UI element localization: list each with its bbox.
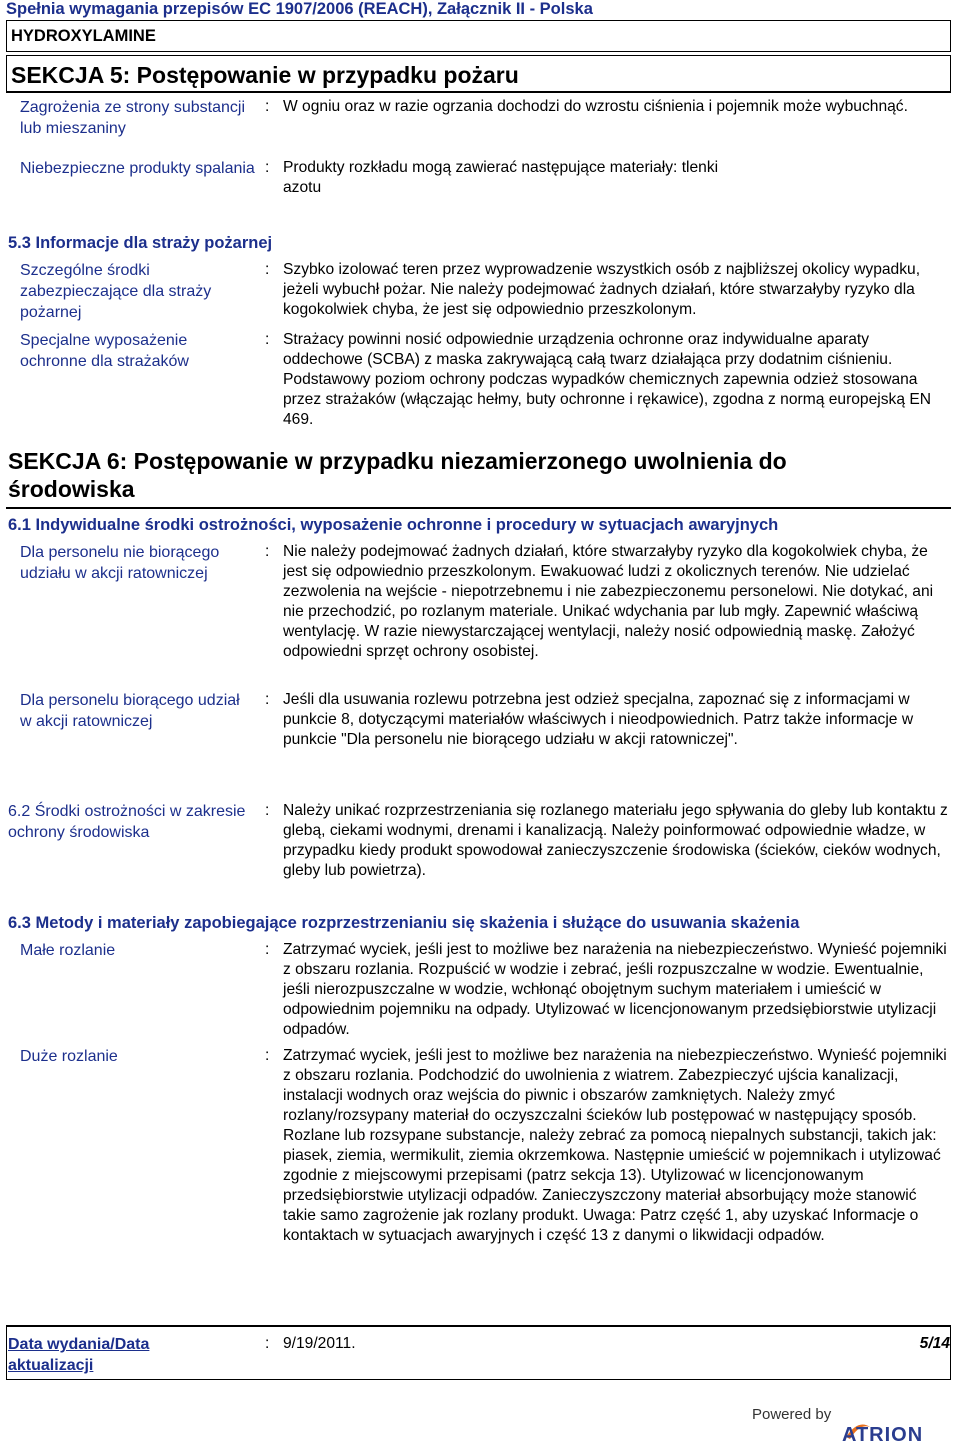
section-6-divider <box>6 507 951 509</box>
emergency-responders-label: Dla personelu biorącego udział w akcji ratowniczej <box>20 692 240 730</box>
section-6-title: SEKCJA 6: Postępowanie w przypadku niezamierzonego uwolnienia do środowiska <box>8 448 787 502</box>
subsection-5-3-heading: 5.3 Informacje dla straży pożarnej <box>8 234 273 252</box>
large-spill-label: Duże rozlanie <box>20 1048 118 1065</box>
firefighter-equipment-text: Strażacy powinni nosić odpowiednie urządzenia ochronne oraz indywidualne aparaty oddechowe (SCBA) z maska zakrywającą całą twarz działająca przy dodatnim ciśnieniu. Podstawowy poziom ochrony podczas wypadków chemicznych zapewnia odzież stosowana przez strażaków (włączając hełmy, buty ochronne i rękawice), zgodna z normą europejską EN 469. <box>283 331 932 428</box>
subsection-6-3-heading: 6.3 Metody i materiały zapobiegające rozprzestrzenianiu się skażenia i służące do usuwania skażenia <box>8 914 800 932</box>
combustion-products-label: Niebezpieczne produkty spalania <box>20 160 255 177</box>
colon-separator: : <box>265 691 270 708</box>
small-spill-label: Małe rozlanie <box>20 942 116 959</box>
firefighter-equipment-label: Specjalne wyposażenie ochronne dla strażaków <box>20 332 189 370</box>
footer-date-label: Data wydania/Data aktualizacji <box>8 1336 150 1374</box>
colon-separator: : <box>265 261 270 278</box>
document-header-title: Spełnia wymagania przepisów EC 1907/2006 (REACH), Załącznik II - Polska <box>6 0 593 18</box>
colon-separator: : <box>265 941 270 958</box>
colon-separator: : <box>265 331 270 348</box>
product-name: HYDROXYLAMINE <box>11 27 156 45</box>
special-protective-measures-label: Szczególne środki zabezpieczające dla straży pożarnej <box>20 262 212 321</box>
hazards-text: W ogniu oraz w razie ogrzania dochodzi do wzrostu ciśnienia i pojemnik może wybuchnąć. <box>283 98 908 115</box>
colon-separator: : <box>265 98 270 115</box>
small-spill-text: Zatrzymać wyciek, jeśli jest to możliwe bez narażenia na niebezpieczeństwo. Wynieść pojemniki z obszaru rozlania. Rozpuścić w wodzie i zebrać, jeśli rozpuszczalne w wodzie. Ewentualnie, jeśli nierozpuszczalne w wodzie, wchłonąć obojętnym suchym materiałem i umieścić w odpowiednim pojemniku na odpady. Utylizować w licencjonowanym przedsiębiorstwie utylizacji odpadów. <box>283 941 947 1038</box>
colon-separator: : <box>265 543 270 560</box>
section-5-title: SEKCJA 5: Postępowanie w przypadku pożaru <box>11 62 519 88</box>
page-number: 5/14 <box>919 1335 950 1352</box>
special-protective-measures-text: Szybko izolować teren przez wyprowadzenie wszystkich osób z najbliższej okolicy wypadku, jeżeli wybuchł pożar. Nie należy podejmować żadnych działań, które stwarzałyby ryzyko dla kogokolwiek chyba, że jest się odpowiednio przeszkolonym. <box>283 261 921 318</box>
colon-separator: : <box>265 1335 270 1352</box>
non-emergency-personnel-label: Dla personelu nie biorącego udziału w akcji ratowniczej <box>20 544 220 582</box>
subsection-6-1-heading: 6.1 Indywidualne środki ostrożności, wyposażenie ochronne i procedury w sytuacjach awaryjnych <box>8 516 779 534</box>
atrion-logo <box>752 1405 952 1445</box>
footer-date-value: 9/19/2011. <box>283 1335 356 1352</box>
powered-by-text: Powered by <box>752 1406 832 1423</box>
colon-separator: : <box>265 1047 270 1064</box>
colon-separator: : <box>265 802 270 819</box>
large-spill-text: Zatrzymać wyciek, jeśli jest to możliwe bez narażenia na niebezpieczeństwo. Wynieść pojemniki z obszaru rozlania. Podchodzić do uwolnienia z wiatrem. Zabezpieczyć ujścia kanalizacji, instalacji wodnych oraz wejścia do piwnic i obszarów zamkniętych. Należy zmyć rozlany/rozsypany materiał do oczyszczalni ścieków lub postępować w następujący sposób. Rozlane lub rozsypane substancje, należy zebrać za pomocą niepalnych substancji, takich jak: piasek, ziemia, wermikulit, ziemia okrzemkowa. Następnie umieścić w pojemnikach i utylizować zgodnie z miejscowymi przepisami (patrz sekcja 13). Utylizować w licencjonowanym przedsiębiorstwie utylizacji odpadów. Zanieczyszczony materiał absorbujący może stanowić takie samo zagrożenie jak rozlany produkt. Uwaga: Patrz część 1, aby uzyskać Informacje o kontaktach w sytuacjach awaryjnych i część 13 z danymi o likwidacji odpadów. <box>283 1047 947 1244</box>
combustion-products-text: Produkty rozkładu mogą zawierać następujące materiały: tlenki azotu <box>283 159 719 196</box>
colon-separator: : <box>265 159 270 176</box>
section-5-title-box <box>6 55 951 93</box>
product-name-box <box>6 20 951 52</box>
environmental-precautions-text: Należy unikać rozprzestrzeniania się rozlanego materiału jego spływania do gleby lub kontaktu z glebą, ciekami wodnymi, drenami i kanalizacją. Należy poinformować odpowiednie władze, w przypadku kiedy produkt spowodował zanieczyszczenie środowiska (ścieków, cieków wodnych, gleby lub powietrza). <box>283 802 948 879</box>
non-emergency-personnel-text: Nie należy podejmować żadnych działań, które stwarzałyby ryzyko dla kogokolwiek chyba, że jest się odpowiednio przeszkolonym. Ewakuować ludzi z okolicznych terenów. Nie udzielać zezwolenia na wejście - niepotrzebnemu i nie zabezpieczonemu personelowi. Nie dotykać, ani nie przechodzić, po rozlanym materiale. Unikać wdychania par lub mgły. Zapewnić właściwą wentylację. W razie niewystarczającej wentylacji, należy nosić odpowiednią maskę. Założyć odpowiedni sprzęt ochrony osobistej. <box>283 543 934 660</box>
atrion-brand-text: ATRION <box>842 1424 924 1446</box>
emergency-responders-text: Jeśli dla usuwania rozlewu potrzebna jest odzież specjalna, zapoznać się z informacjami w punkcie 8, dotyczącymi materiałów właściwych i nieodpowiednich. Patrz także informacje w punkcie "Dla personelu nie biorącego udziału w akcji ratowniczej". <box>283 691 914 748</box>
hazards-label: Zagrożenia ze strony substancji lub mieszaniny <box>20 99 245 137</box>
subsection-6-2-label: 6.2 Środki ostrożności w zakresie ochrony środowiska <box>8 803 246 841</box>
